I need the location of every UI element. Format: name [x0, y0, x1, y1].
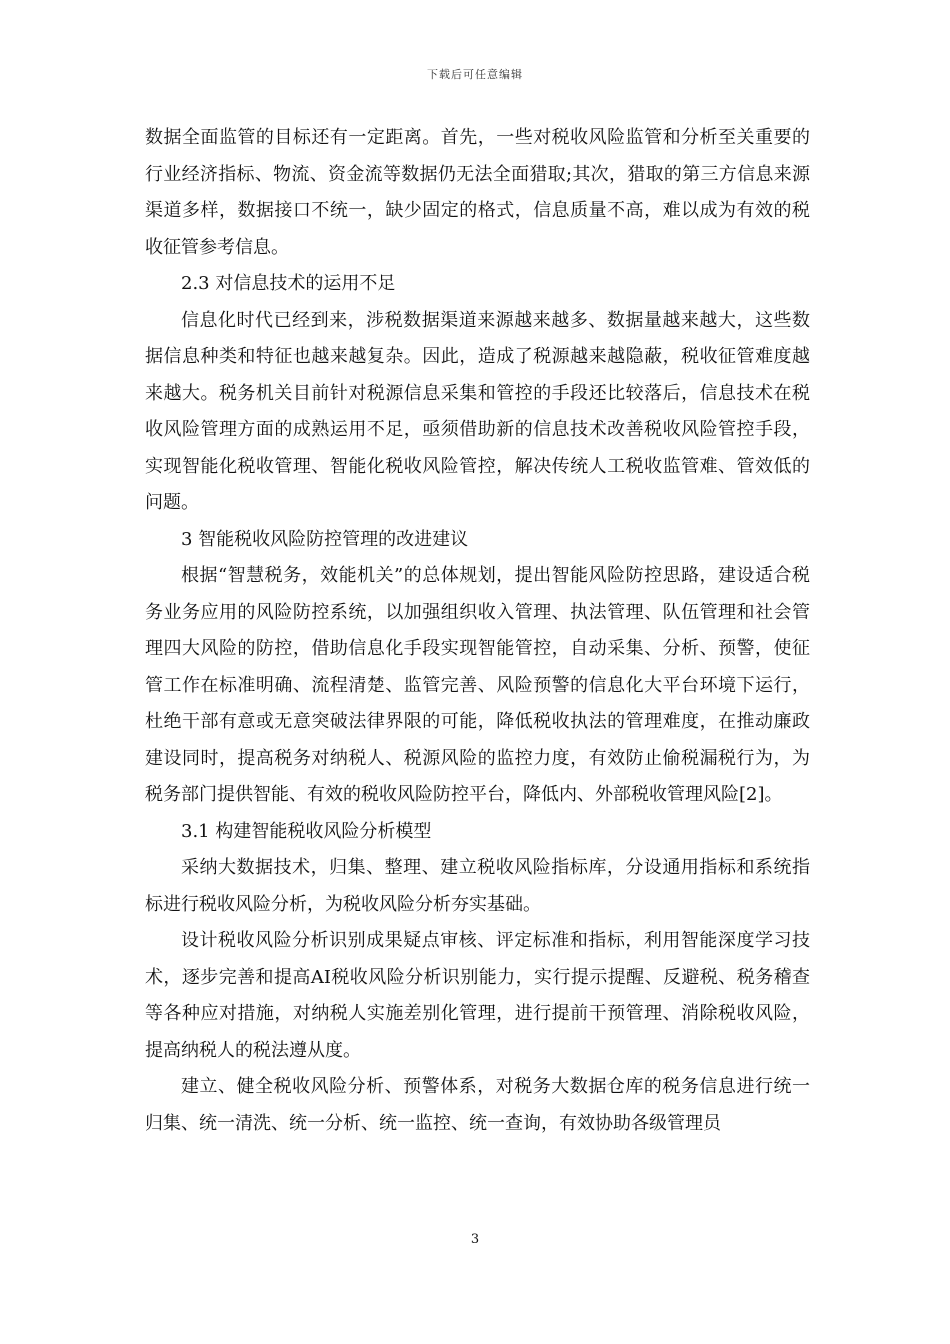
- page-number: 3: [470, 1232, 480, 1247]
- page-header: 下载后可任意编辑: [427, 68, 523, 81]
- section-heading: 2.3 对信息技术的运用不足: [181, 273, 396, 294]
- paragraph: 根据“智慧税务，效能机关”的总体规划，提出智能风险防控思路，建设适合税务业务应用的风险防控系统，以加强组织收入管理、执法管理、队伍管理和社会管理四大风险的防控，借助信息化手段实现智能管控，自动采集、分析、预警，使征管工作在标准明确、流程清楚、监管完善、风险预警的信息化大平台环境下运行，杜绝干部有意或无意突破法律界限的可能，降低税收执法的管理难度，在推动廉政建设同时，提高税务对纳税人、税源风险的监控力度，有效防止偷税漏税行为，为税务部门提供智能、有效的税收风险防控平台，降低内、外部税收管理风险[2]。: [145, 565, 810, 805]
- paragraph-continuation: 数据全面监管的目标还有一定距离。首先，一些对税收风险监管和分析至关重要的行业经济指标、物流、资金流等数据仍无法全面猎取;其次，猎取的第三方信息来源渠道多样，数据接口不统一，缺少固定的格式，信息质量不高，难以成为有效的税收征管参考信息。: [145, 127, 810, 258]
- section-heading: 3.1 构建智能税收风险分析模型: [181, 820, 432, 842]
- paragraph: 设计税收风险分析识别成果疑点审核、评定标准和指标，利用智能深度学习技术，逐步完善和提高AI税收风险分析识别能力，实行提示提醒、反避税、税务稽查等各种应对措施，对纳税人实施差别化管理，进行提前干预管理、消除税收风险，提高纳税人的税法遵从度。: [145, 930, 810, 1061]
- paragraph: 信息化时代已经到来，涉税数据渠道来源越来越多、数据量越来越大，这些数据信息种类和特征也越来越复杂。因此，造成了税源越来越隐蔽，税收征管难度越来越大。税务机关目前针对税源信息采集和管控的手段还比较落后，信息技术在税收风险管理方面的成熟运用不足，亟须借助新的信息技术改善税收风险管控手段，实现智能化税收管理、智能化税收风险管控，解决传统人工税收监管难、管效低的问题。: [145, 309, 810, 513]
- section-heading: 3 智能税收风险防控管理的改进建议: [181, 528, 469, 550]
- document-body: [145, 120, 810, 1142]
- paragraph: 采纳大数据技术，归集、整理、建立税收风险指标库，分设通用指标和系统指标进行税收风险分析，为税收风险分析夯实基础。: [145, 857, 810, 915]
- paragraph: 建立、健全税收风险分析、预警体系，对税务大数据仓库的税务信息进行统一归集、统一清洗、统一分析、统一监控、统一查询，有效协助各级管理员: [145, 1076, 810, 1134]
